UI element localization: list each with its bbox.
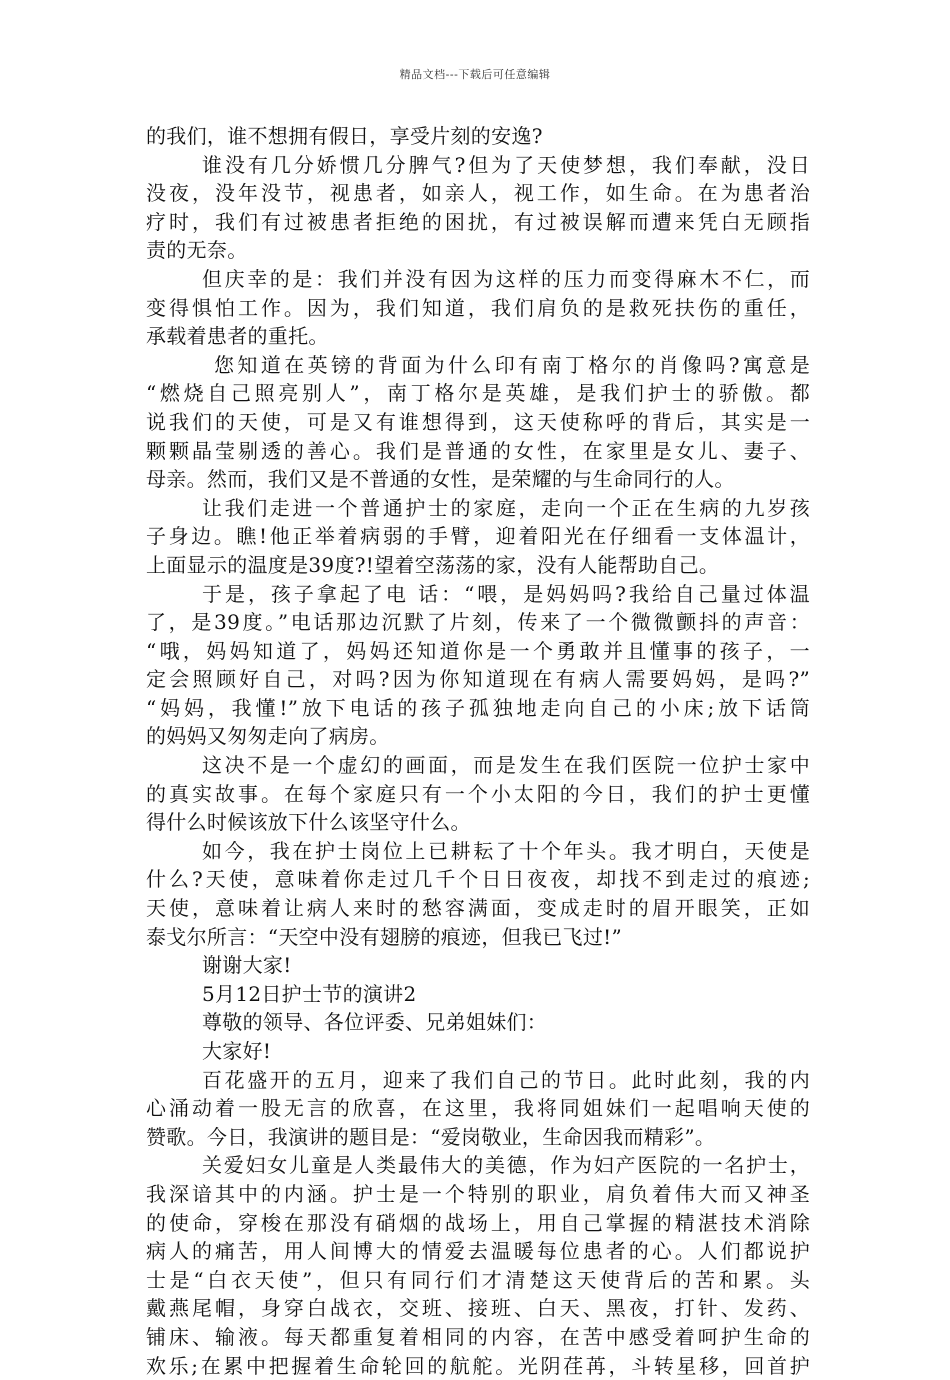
- text-line: 尊敬的领导、各位评委、兄弟姐妹们：: [202, 1010, 548, 1035]
- text-line: 关爱妇女儿童是人类最伟大的美德，作为妇产医院的一名护士，: [202, 1153, 810, 1178]
- text-line: 您知道在英镑的背面为什么印有南丁格尔的肖像吗?寓意是: [214, 352, 810, 377]
- text-line: 这决不是一个虚幻的画面，而是发生在我们医院一位护士家中: [202, 753, 810, 778]
- text-line: 戴燕尾帽，身穿白战衣，交班、接班、白天、黑夜，打针、发药、: [146, 1296, 810, 1321]
- text-line: 了，是39度。”电话那边沉默了片刻，传来了一个微微颤抖的声音：: [146, 610, 810, 635]
- text-line: 变得惧怕工作。因为，我们知道，我们肩负的是救死扶伤的重任，: [146, 295, 810, 320]
- text-line: 子身边。瞧!他正举着病弱的手臂，迎着阳光在仔细看一支体温计，: [146, 524, 810, 549]
- text-line: 谁没有几分娇惯几分脾气?但为了天使梦想，我们奉献，没日: [202, 152, 810, 177]
- document-body: [146, 122, 810, 1380]
- text-line: 的使命，穿梭在那没有硝烟的战场上，用自己掌握的精湛技术消除: [146, 1210, 810, 1235]
- text-line: 5月12日护士节的演讲2: [202, 981, 417, 1006]
- text-line: 于是，孩子拿起了电 话：“喂，是妈妈吗?我给自己量过体温: [202, 581, 810, 606]
- text-line: 让我们走进一个普通护士的家庭，走向一个正在生病的九岁孩: [202, 495, 810, 520]
- text-line: “燃烧自己照亮别人”，南丁格尔是英雄，是我们护士的骄傲。都: [146, 381, 810, 406]
- text-line: “哦，妈妈知道了，妈妈还知道你是一个勇敢并且懂事的孩子，一: [146, 638, 810, 663]
- text-line: 大家好!: [202, 1039, 272, 1063]
- text-line: 铺床、输液。每天都重复着相同的内容，在苦中感受着呵护生命的: [146, 1324, 810, 1349]
- text-line: 责的无奈。: [146, 238, 248, 263]
- text-line: 说我们的天使，可是又有谁想得到，这天使称呼的背后，其实是一: [146, 409, 810, 434]
- text-line: 母亲。然而，我们又是不普通的女性，是荣耀的与生命同行的人。: [146, 467, 735, 492]
- text-line: 但庆幸的是：我们并没有因为这样的压力而变得麻木不仁，而: [202, 266, 810, 291]
- text-line: 欢乐;在累中把握着生命轮回的航舵。光阴荏苒，斗转星移，回首护: [146, 1353, 810, 1378]
- text-line: 没夜，没年没节，视患者，如亲人，视工作，如生命。在为患者治: [146, 181, 810, 206]
- text-line: 的妈妈又匆匆走向了病房。: [146, 724, 390, 749]
- text-line: 赞歌。今日，我演讲的题目是：“爱岗敬业，生命因我而精彩”。: [146, 1124, 716, 1149]
- text-line: 颗颗晶莹剔透的善心。我们是普通的女性，在家里是女儿、妻子、: [146, 438, 810, 463]
- text-line: 如今，我在护士岗位上已耕耘了十个年头。我才明白，天使是: [202, 838, 810, 863]
- page-header: 精品文档---下载后可任意编辑: [399, 68, 551, 81]
- text-line: 谢谢大家!: [202, 953, 292, 978]
- text-line: 的真实故事。在每个家庭只有一个小太阳的今日，我们的护士更懂: [146, 781, 810, 806]
- text-line: 的我们，谁不想拥有假日，享受片刻的安逸?: [146, 124, 543, 148]
- text-line: 承载着患者的重托。: [146, 324, 329, 349]
- text-line: 百花盛开的五月，迎来了我们自己的节日。此时此刻，我的内: [202, 1067, 810, 1092]
- text-line: 心涌动着一股无言的欣喜，在这里，我将同姐妹们一起唱响天使的: [146, 1096, 810, 1121]
- text-line: 疗时，我们有过被患者拒绝的困扰，有过被误解而遭来凭白无顾指: [146, 209, 810, 234]
- text-line: 士是“白衣天使”，但只有同行们才清楚这天使背后的苦和累。头: [146, 1267, 810, 1292]
- text-line: “妈妈，我懂!”放下电话的孩子孤独地走向自己的小床;放下话筒: [146, 695, 810, 720]
- text-line: 病人的痛苦，用人间博大的情爱去温暖每位患者的心。人们都说护: [146, 1239, 810, 1264]
- text-line: 定会照顾好自己，对吗?因为你知道现在有病人需要妈妈，是吗?”: [146, 667, 810, 692]
- text-line: 泰戈尔所言：“天空中没有翅膀的痕迹，但我已飞过!”: [146, 924, 622, 949]
- text-line: 天使，意味着让病人来时的愁容满面，变成走时的眉开眼笑，正如: [146, 896, 810, 921]
- text-line: 上面显示的温度是39度?!望着空荡荡的家，没有人能帮助自己。: [146, 552, 720, 577]
- text-line: 什么?天使，意味着你走过几千个日日夜夜，却找不到走过的痕迹;: [146, 867, 810, 892]
- text-line: 我深谙其中的内涵。护士是一个特别的职业，肩负着伟大而又神圣: [146, 1181, 810, 1206]
- text-line: 得什么时候该放下什么该坚守什么。: [146, 810, 471, 835]
